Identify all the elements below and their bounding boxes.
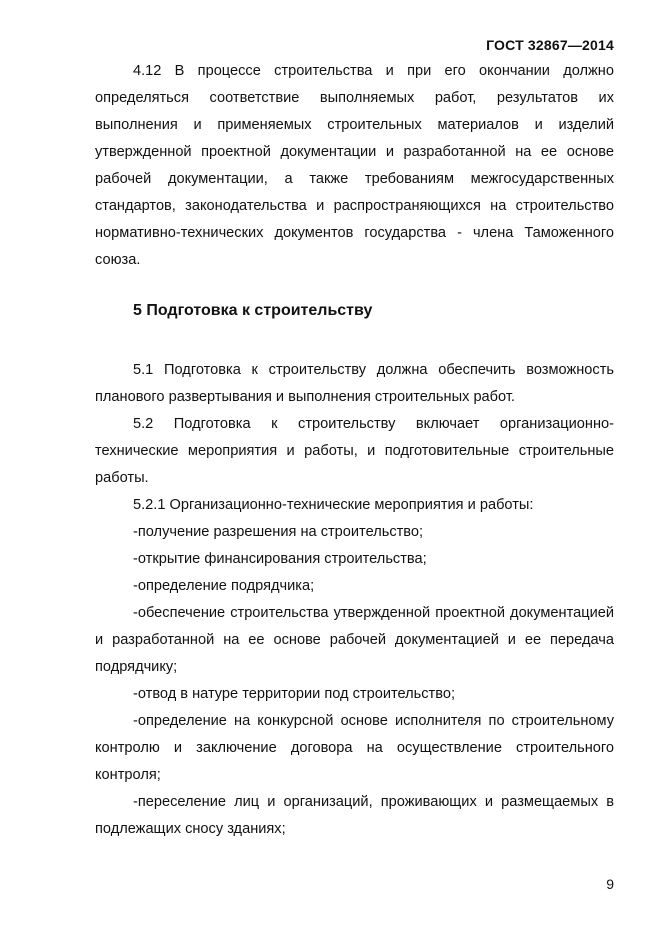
paragraph-5-1: 5.1 Подготовка к строительству должна обеспечить возможность планового развертывания и выполнения строительных работ. [95,362,614,405]
section-5-body [95,357,614,843]
list-item: -открытие финансирования строительства; [133,551,427,567]
list-item: -переселение лиц и организаций, проживающих и размещаемых в подлежащих сносу зданиях; [95,794,614,837]
list-item: -отвод в натуре территории под строительство; [133,686,456,702]
list-item: -обеспечение строительства утвержденной проектной документацией и разработанной на ее основе рабочей документацией и ее передача подрядчику; [95,605,614,675]
document-code-header: ГОСТ 32867—2014 [486,37,614,53]
paragraph-5-2-1: 5.2.1 Организационно-технические мероприятия и работы: [133,497,534,513]
page-number: 9 [606,876,614,892]
paragraph-4-12: 4.12 В процессе строительства и при его окончании должно определяться соответствие выполняемых работ, результатов их выполнения и применяемых строительных материалов и изделий утвержденной проектной документации и разработанной на ее основе рабочей документации, а также требованиям межгосударственных стандартов, законодательства и распространяющихся на строительство нормативно-технических документов государства - члена Таможенного союза. [95,63,614,268]
list-item: -определение на конкурсной основе исполнителя по строительному контролю и заключение договора на осуществление строительного контроля; [95,713,614,783]
section-5-heading: 5 Подготовка к строительству [133,302,373,319]
list-item: -определение подрядчика; [133,578,315,594]
paragraph-5-2: 5.2 Подготовка к строительству включает организационно-технические мероприятия и работы, и подготовительные строительные работы. [95,416,614,486]
clause-4-12-block [95,58,614,274]
list-item: -получение разрешения на строительство; [133,524,424,540]
